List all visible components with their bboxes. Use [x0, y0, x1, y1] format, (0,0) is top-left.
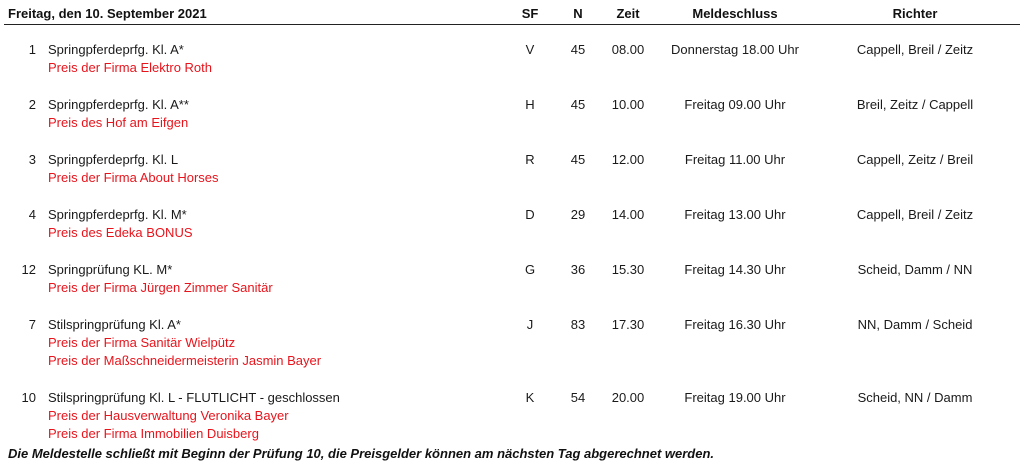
row-number: 12: [21, 262, 36, 277]
cell-n: 36: [570, 262, 586, 277]
competition-title: Springpferdeprfg. Kl. A*: [48, 42, 184, 57]
col-header-n: N: [573, 6, 583, 21]
prize-sponsor: Preis der Maßschneidermeisterin Jasmin Bayer: [48, 353, 322, 368]
competition-title: Springpferdeprfg. Kl. L: [48, 152, 179, 167]
prize-sponsor: Preis des Edeka BONUS: [48, 225, 193, 240]
cell-sf: V: [525, 42, 535, 57]
row-number: 1: [28, 42, 36, 57]
cell-n: 45: [570, 42, 586, 57]
cell-richter: NN, Damm / Scheid: [857, 317, 973, 332]
cell-meldeschluss: Freitag 14.30 Uhr: [684, 262, 786, 277]
col-header-zeit: Zeit: [616, 6, 640, 21]
prize-sponsor: Preis der Firma Elektro Roth: [48, 60, 212, 75]
cell-n: 45: [570, 97, 586, 112]
row-number: 4: [28, 207, 36, 222]
row-number: 10: [21, 390, 36, 405]
prize-sponsor: Preis der Firma Jürgen Zimmer Sanitär: [48, 280, 273, 295]
cell-meldeschluss: Freitag 16.30 Uhr: [684, 317, 786, 332]
cell-sf: J: [526, 317, 534, 332]
col-header-meldeschluss: Meldeschluss: [692, 6, 778, 21]
prize-sponsor: Preis der Hausverwaltung Veronika Bayer: [48, 408, 289, 423]
cell-zeit: 17.30: [611, 317, 645, 332]
competition-title: Stilspringprüfung Kl. A*: [48, 317, 181, 332]
cell-richter: Cappell, Breil / Zeitz: [856, 42, 974, 57]
prize-sponsor: Preis der Firma Sanitär Wielpütz: [48, 335, 236, 350]
cell-richter: Cappell, Zeitz / Breil: [856, 152, 974, 167]
cell-richter: Scheid, Damm / NN: [857, 262, 973, 277]
cell-n: 83: [570, 317, 586, 332]
competition-title: Stilspringprüfung Kl. L - FLUTLICHT - geschlossen: [48, 390, 340, 405]
cell-meldeschluss: Freitag 19.00 Uhr: [684, 390, 786, 405]
cell-meldeschluss: Donnerstag 18.00 Uhr: [671, 42, 799, 57]
prize-sponsor: Preis des Hof am Eifgen: [48, 115, 189, 130]
cell-sf: D: [525, 207, 535, 222]
col-header-richter: Richter: [892, 6, 938, 21]
cell-sf: K: [525, 390, 535, 405]
cell-zeit: 14.00: [611, 207, 645, 222]
cell-zeit: 20.00: [611, 390, 645, 405]
cell-sf: R: [525, 152, 535, 167]
prize-sponsor: Preis der Firma Immobilien Duisberg: [48, 426, 259, 441]
competition-title: Springpferdeprfg. Kl. A**: [48, 97, 189, 112]
cell-richter: Cappell, Breil / Zeitz: [856, 207, 974, 222]
footer-note: Die Meldestelle schließt mit Beginn der Prüfung 10, die Preisgelder können am nächsten Tag abgerechnet werden.: [8, 446, 715, 461]
row-number: 2: [28, 97, 36, 112]
cell-sf: G: [524, 262, 536, 277]
date-heading: Freitag, den 10. September 2021: [8, 6, 207, 21]
cell-n: 54: [570, 390, 586, 405]
cell-sf: H: [525, 97, 535, 112]
row-number: 3: [28, 152, 36, 167]
cell-richter: Scheid, NN / Damm: [857, 390, 973, 405]
cell-meldeschluss: Freitag 11.00 Uhr: [684, 152, 786, 167]
cell-richter: Breil, Zeitz / Cappell: [856, 97, 974, 112]
cell-n: 45: [570, 152, 586, 167]
competition-title: Springprüfung KL. M*: [48, 262, 173, 277]
col-header-sf: SF: [521, 6, 539, 21]
header-divider: [4, 24, 1020, 25]
prize-sponsor: Preis der Firma About Horses: [48, 170, 219, 185]
cell-zeit: 12.00: [611, 152, 645, 167]
cell-zeit: 15.30: [611, 262, 645, 277]
cell-meldeschluss: Freitag 09.00 Uhr: [684, 97, 786, 112]
cell-zeit: 10.00: [611, 97, 645, 112]
cell-zeit: 08.00: [611, 42, 645, 57]
competition-title: Springpferdeprfg. Kl. M*: [48, 207, 187, 222]
row-number: 7: [28, 317, 36, 332]
cell-meldeschluss: Freitag 13.00 Uhr: [684, 207, 786, 222]
cell-n: 29: [570, 207, 586, 222]
